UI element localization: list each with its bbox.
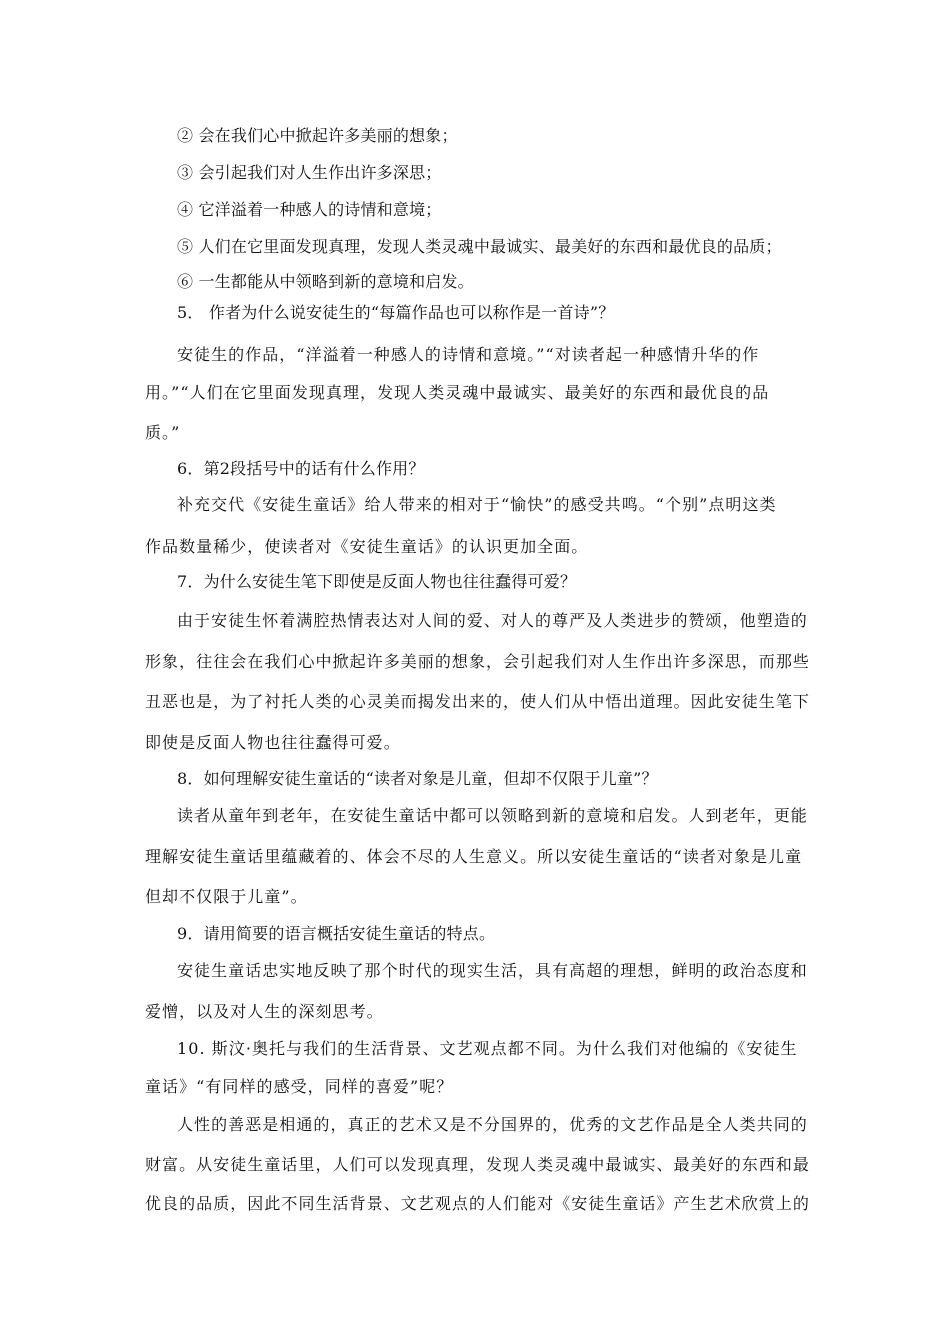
answer-7-line: 即使是反面人物也往往蠢得可爱。 — [145, 733, 401, 752]
list-item: ② 会在我们心中掀起许多美丽的想象； — [177, 126, 458, 145]
list-item: ③ 会引起我们对人生作出许多深思； — [177, 163, 442, 182]
answer-8-line: 理解安徒生童话里蕴藏着的、体会不尽的人生意义。所以安徒生童话的“读者对象是儿童 — [145, 847, 803, 866]
question-6: 6．第2段括号中的话有什么作用？ — [177, 459, 425, 478]
answer-6-line: 作品数量稀少，使读者对《安徒生童话》的认识更加全面。 — [145, 537, 589, 556]
answer-5-line: 安徒生的作品，“洋溢着一种感人的诗情和意境。”“对读者起一种感情升华的作 — [177, 345, 760, 364]
answer-10-line: 财富。从安徒生童话里，人们可以发现真理，发现人类灵魂中最诚实、最美好的东西和最 — [145, 1155, 810, 1174]
answer-5-line: 质。” — [145, 423, 181, 442]
answer-10-line: 优良的品质，因此不同生活背景、文艺观点的人们能对《安徒生童话》产生艺术欣赏上的 — [145, 1194, 810, 1213]
answer-8-line: 读者从童年到老年，在安徒生童话中都可以领略到新的意境和启发。人到老年，更能 — [177, 806, 808, 825]
question-10: 10. 斯汶·奥托与我们的生活背景、文艺观点都不同。为什么我们对他编的《安徒生 — [177, 1039, 798, 1058]
answer-9-line: 安徒生童话忠实地反映了那个时代的现实生活，具有高超的理想，鲜明的政治态度和 — [177, 961, 808, 980]
question-7: 7．为什么安徒生笔下即使是反面人物也往往蠢得可爱？ — [177, 572, 577, 591]
answer-7-line: 丑恶也是，为了衬托人类的心灵美而揭发出来的，使人们从中悟出道理。因此安徒生笔下 — [145, 692, 810, 711]
answer-6-line: 补充交代《安徒生童话》给人带来的相对于“愉快”的感受共鸣。“个别”点明这类 — [177, 495, 777, 514]
answer-7-line: 形象，往往会在我们心中掀起许多美丽的想象，会引起我们对人生作出许多深思，而那些 — [145, 652, 810, 671]
question-8: 8．如何理解安徒生童话的“读者对象是儿童，但却不仅限于儿童”？ — [177, 769, 658, 788]
list-item: ⑤ 人们在它里面发现真理，发现人类灵魂中最诚实、最美好的东西和最优良的品质； — [177, 237, 782, 256]
answer-5-line: 用。”“人们在它里面发现真理，发现人类灵魂中最诚实、最美好的东西和最优良的品 — [145, 383, 770, 402]
answer-8-line: 但却不仅限于儿童”。 — [145, 887, 308, 906]
list-item: ⑥ 一生都能从中领略到新的意境和启发。 — [177, 272, 474, 291]
answer-10-line: 人性的善恶是相通的，真正的艺术又是不分国界的，优秀的文艺作品是全人类共同的 — [177, 1115, 808, 1134]
question-5: 5． 作者为什么说安徒生的“每篇作品也可以称作是一首诗”？ — [177, 303, 615, 322]
list-item: ④ 它洋溢着一种感人的诗情和意境； — [177, 200, 442, 219]
question-10: 童话》“有同样的感受，同样的喜爱”呢？ — [145, 1077, 454, 1096]
answer-9-line: 爱憎，以及对人生的深刻思考。 — [145, 1002, 384, 1021]
answer-7-line: 由于安徒生怀着满腔热情表达对人间的爱、对人的尊严及人类进步的赞颂，他塑造的 — [177, 611, 808, 630]
question-9: 9．请用简要的语言概括安徒生童话的特点。 — [177, 924, 496, 943]
